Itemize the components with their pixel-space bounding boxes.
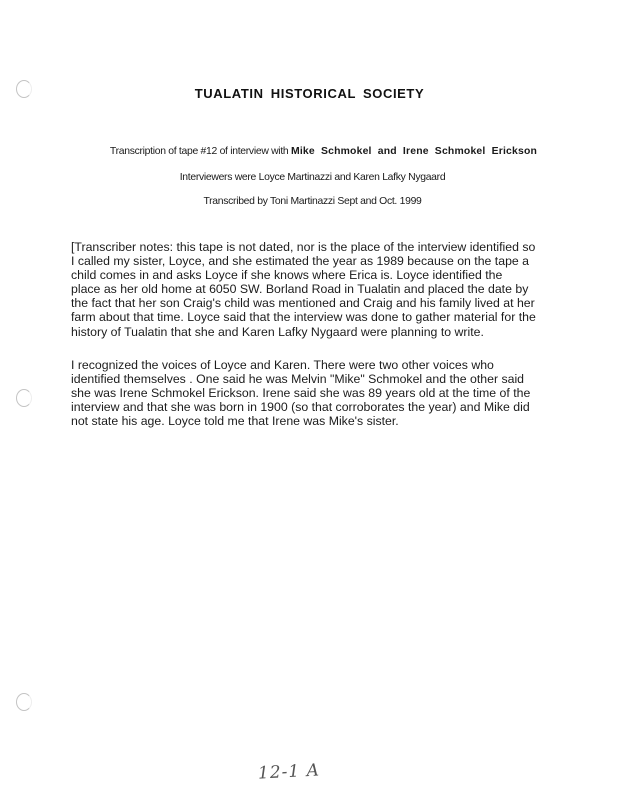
handwritten-page-number: 12-1 A [257,760,321,784]
paragraph-line: [Transcriber notes: this tape is not dated, nor is the place of the interview identified so [71,240,536,254]
paragraph-line: not state his age. Loyce told me that Irene was Mike's sister. [71,414,399,429]
tape-description-line [14,146,619,157]
paragraph-line: child comes in and asks Loyce if she knows where Erica is. Loyce identified the [71,268,503,283]
paragraph-line: identified themselves . One said he was Melvin "Mike" Schmokel and the other said [71,372,525,387]
tape-description-prefix: Transcription of tape #12 of interview with [109,146,291,157]
paragraph-line: interview and that she was born in 1900 (so that corroborates the year) and Mike did [71,400,530,415]
interviewers-line: Interviewers were Loyce Martinazzi and Karen Lafky Nygaard [179,172,446,183]
paragraph-line: place as her old home at 6050 SW. Borland Road in Tualatin and placed the date by [71,282,529,297]
paragraph-line: she was Irene Schmokel Erickson. Irene said she was 89 years old at the time of the [71,386,531,401]
interviewee-names: Mike Schmokel and Irene Schmokel Erickson [290,146,538,157]
document-title: TUALATIN HISTORICAL SOCIETY [194,86,425,101]
paragraph-line: the fact that her son Craig's child was mentioned and Craig and his family lived at her [71,296,535,311]
punch-hole-bottom [16,693,32,711]
paragraph-line: farm about that time. Loyce said that the interview was done to gather material for the [71,310,536,325]
transcriber-notes-paragraph [71,240,561,339]
punch-hole-middle [16,389,32,407]
paragraph-line: I called my sister, Loyce, and she estimated the year as 1989 because on the tape a [71,254,529,269]
voices-paragraph [71,358,561,428]
transcribed-by-line: Transcribed by Toni Martinazzi Sept and Oct. 1999 [203,196,422,207]
paragraph-line: I recognized the voices of Loyce and Karen. There were two other voices who [71,358,494,372]
paragraph-line: history of Tualatin that she and Karen Lafky Nygaard were planning to write. [71,324,484,339]
